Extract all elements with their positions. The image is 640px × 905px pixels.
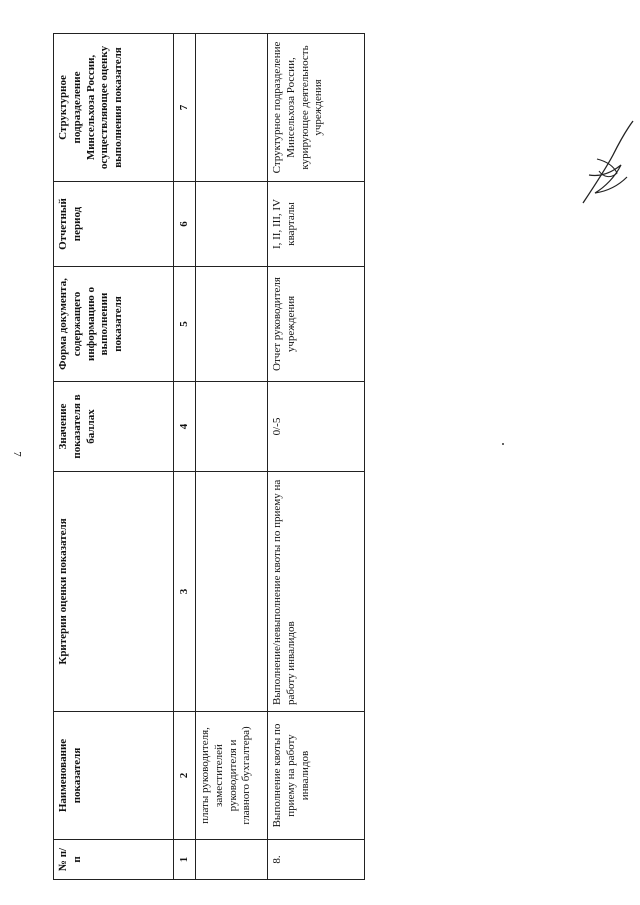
- row-period: I, II, III, IV кварталы: [268, 182, 365, 267]
- column-number: 5: [174, 267, 196, 382]
- page-number: 7: [10, 451, 23, 457]
- row-num: 8.: [268, 840, 365, 880]
- row-department: Структурное подразделение Минсельхоза России, курирующее деятельность учреждения: [268, 34, 365, 182]
- header-department: Структурное подразделение Минсельхоза России, осуществляющее оценку выполнения показателя: [54, 34, 174, 182]
- row-name: Выполнение квоты по приему на работу инвалидов: [268, 712, 365, 840]
- table-header-row: [54, 34, 174, 880]
- indicator-table: [53, 33, 365, 880]
- row-points: 0/-5: [268, 382, 365, 472]
- row-criteria: [196, 472, 268, 712]
- signature-icon: [575, 115, 639, 210]
- row-document: [196, 267, 268, 382]
- row-period: [196, 182, 268, 267]
- column-number: 2: [174, 712, 196, 840]
- scan-speck: [502, 443, 504, 445]
- header-points: Значение показателя в баллах: [54, 382, 174, 472]
- column-number: 6: [174, 182, 196, 267]
- row-name: платы руководителя, заместителей руководителя и главного бухгалтера): [196, 712, 268, 840]
- table-row: [268, 34, 365, 880]
- row-num: [196, 840, 268, 880]
- row-points: [196, 382, 268, 472]
- header-criteria: Критерии оценки показателя: [54, 472, 174, 712]
- row-department: [196, 34, 268, 182]
- column-number: 3: [174, 472, 196, 712]
- column-number: 4: [174, 382, 196, 472]
- row-document: Отчет руководителя учреждения: [268, 267, 365, 382]
- column-number: 1: [174, 840, 196, 880]
- header-document: Форма документа, содержащего информацию о выполнении показателя: [54, 267, 174, 382]
- column-number: 7: [174, 34, 196, 182]
- row-criteria: Выполнение/невыполнение квоты по приему на работу инвалидов: [268, 472, 365, 712]
- rotated-table-container: [53, 34, 365, 880]
- table-row: [196, 34, 268, 880]
- header-num: № п/п: [54, 840, 174, 880]
- column-number-row: [174, 34, 196, 880]
- header-period: Отчетный период: [54, 182, 174, 267]
- header-name: Наименование показателя: [54, 712, 174, 840]
